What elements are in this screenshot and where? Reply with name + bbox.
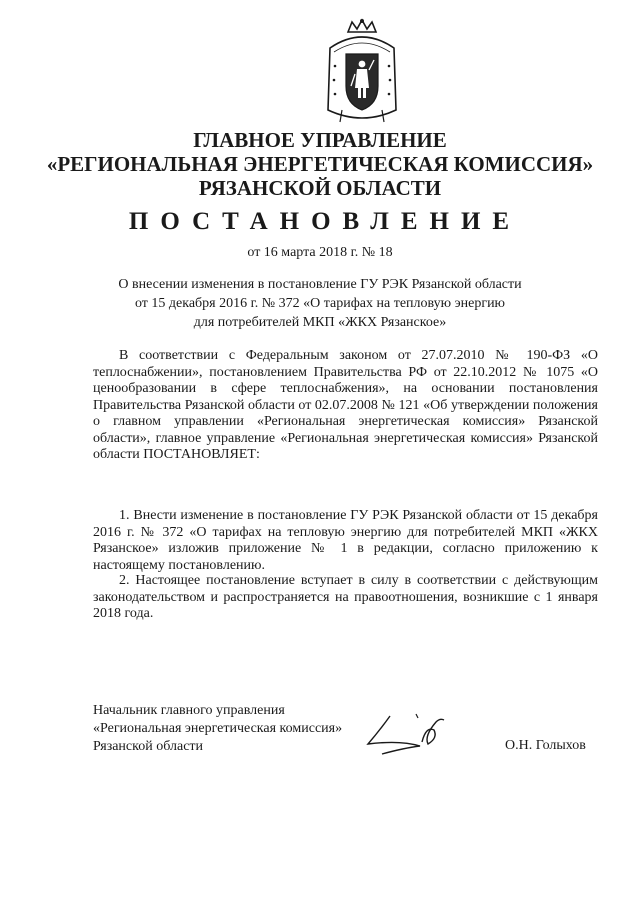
org-name-line-3: РЯЗАНСКОЙ ОБЛАСТИ <box>198 176 442 200</box>
resolution-item-2: 2. Настоящее постановление вступает в силу в соответствии с действующим законодательством и распространяется на правоотношения, возникшие с 1 января 2018 года. <box>93 573 598 621</box>
signatory-title-line-1: Начальник главного управления <box>93 703 285 718</box>
org-name-line-2: «РЕГИОНАЛЬНАЯ ЭНЕРГЕТИЧЕСКАЯ КОМИССИЯ» <box>46 152 594 176</box>
signatory-name: О.Н. Голыхов <box>505 738 586 753</box>
document-subject <box>0 275 640 332</box>
document-date-number: от 16 марта 2018 г. № 18 <box>247 245 393 260</box>
org-name-line-1: ГЛАВНОЕ УПРАВЛЕНИЕ <box>193 128 447 152</box>
handwritten-signature-icon <box>360 708 460 763</box>
coat-of-arms-icon <box>322 18 402 128</box>
signatory-title-line-2: «Региональная энергетическая комиссия» <box>93 721 343 736</box>
signatory-title <box>93 702 342 756</box>
preamble-paragraph: В соответствии с Федеральным законом от 27.07.2010 № 190-ФЗ «О теплоснабжении», постановлением Правительства РФ от 22.10.2012 № 1075 «О ценообразовании в сфере теплоснабжения», на основании постановления Правительства Рязанской области от 02.07.2008 № 121 «Об утверждении положения о главном управлении «Региональная энергетическая комиссия» Рязанской области», главное управление «Региональная энергетическая комиссия» Рязанской области ПОСТАНОВЛЯЕТ: <box>93 348 598 462</box>
signatory-title-line-3: Рязанской области <box>93 739 204 754</box>
subject-line-2: от 15 декабря 2016 г. № 372 «О тарифах на тепловую энергию <box>134 296 506 311</box>
subject-line-3: для потребителей МКП «ЖКХ Рязанское» <box>193 315 447 330</box>
subject-line-1: О внесении изменения в постановление ГУ РЭК Рязанской области <box>118 277 522 292</box>
document-type-heading: ПОСТАНОВЛЕНИЕ <box>128 208 522 235</box>
resolution-item-1: 1. Внести изменение в постановление ГУ РЭК Рязанской области от 15 декабря 2016 г. № 372 «О тарифах на тепловую энергию для потребителей МКП «ЖКХ Рязанское» изложив приложение № 1 в редакции, согласно приложению к настоящему постановлению. <box>93 508 598 573</box>
